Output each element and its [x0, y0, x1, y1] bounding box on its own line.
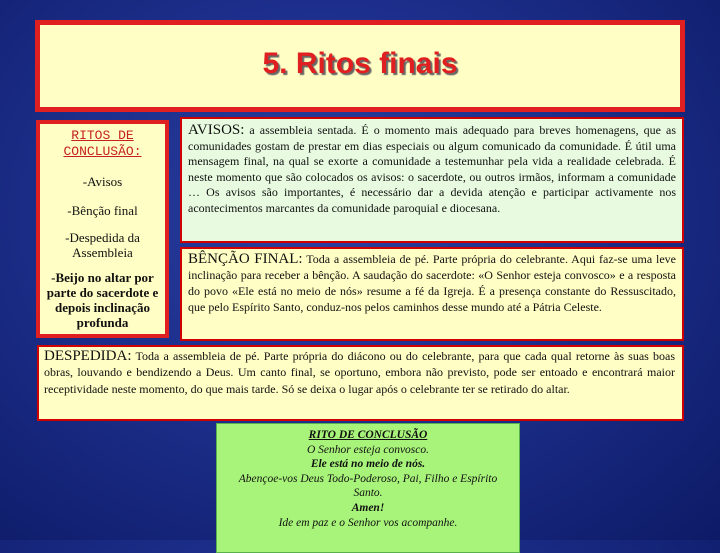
- list-item-bencao: -Bênção final: [67, 203, 138, 218]
- despedida-box: [37, 345, 684, 421]
- rito-title: RITO DE CONCLUSÃO: [308, 429, 428, 441]
- despedida-text: Toda a assembleia de pé. Parte própria do diácono ou do celebrante, para que cada qual retorne às suas boas obras, louvando e bendizendo a Deus. Um canto final, se oportuno, embora não previsto, pode ser entoado e encontrará maior receptividade neste momento, do que mais tarde. Só se deixa o lugar após o celebrante ter se retirado do altar.: [44, 349, 675, 396]
- rito-line-1: O Senhor esteja convosco.: [307, 443, 429, 456]
- rito-line-2: Ele está no meio de nós.: [310, 458, 426, 471]
- rito-line-5: Ide em paz e o Senhor vos acompanhe.: [278, 516, 458, 529]
- bencao-box: [180, 247, 684, 341]
- rito-line-4: Amen!: [351, 501, 385, 514]
- list-item-avisos: -Avisos: [82, 174, 123, 189]
- avisos-heading: AVISOS:: [188, 122, 245, 138]
- ritos-heading: RITOS DE CONCLUSÃO:: [63, 128, 142, 159]
- list-item-beijo: -Beijo no altar por parte do sacerdote e depois inclinação profunda: [46, 270, 159, 330]
- bencao-text: Toda a assembleia de pé. Parte própria do celebrante. Aqui faz-se uma leve inclinação para receber a bênção. A saudação do sacerdote: «O Senhor esteja convosco» e a resposta do povo «Ele está no meio de nós» resume a fé da Igreja. É a presença constante do Ressuscitado, que pelo Espírito Santo, conduz-nos pelos caminhos desse mundo até a Pátria Celeste.: [188, 252, 676, 314]
- title-box: [35, 20, 685, 112]
- slide-title: 5. Ritos finais: [262, 47, 458, 80]
- ritos-summary-box: [36, 120, 169, 338]
- bencao-heading: BÊNÇÃO FINAL:: [188, 251, 303, 267]
- rito-de-conclusao-box: [216, 423, 520, 553]
- list-item-despedida: -Despedida da Assembleia: [65, 230, 140, 260]
- avisos-box: [180, 117, 684, 243]
- rito-line-3: Abençoe-vos Deus Todo-Poderoso, Pai, Filho e Espírito Santo.: [238, 472, 498, 500]
- despedida-heading: DESPEDIDA:: [44, 348, 132, 364]
- avisos-text: a assembleia sentada. É o momento mais adequado para breves homenagens, que as comunidades gostam de prestar em dias especiais ou algum comunicado da comunidade. É útil uma mensagem final, na qual se exorte a comunidade a testemunhar pela vida a realidade celebrada. É neste momento que são colocados os avisos: o sacerdote, ou outros irmãos, informam a comunidade … Os avisos são importantes, é necessário dar a devida atenção e participar activamente nos acontecimentos marcantes da comunidade paroquial e diocesana.: [188, 123, 676, 215]
